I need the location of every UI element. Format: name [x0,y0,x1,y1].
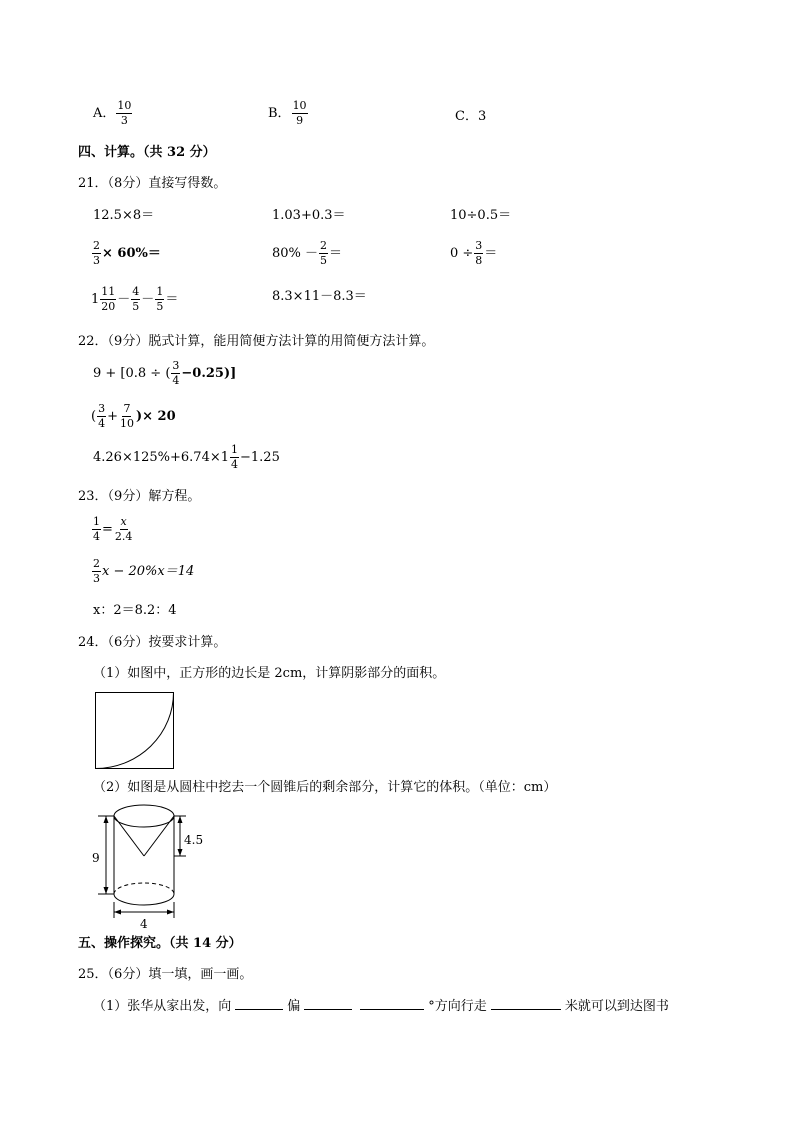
fraction-denominator: 3 [93,572,100,586]
option-b [268,100,309,127]
fraction [230,444,239,471]
fraction [92,558,101,585]
q21-item-8: 8.3×11－8.3＝ [272,289,367,304]
fraction-numerator: 10 [116,100,132,114]
fraction-denominator: 10 [119,417,134,431]
fraction-denominator: 4 [231,458,239,472]
section-5-heading: 五、操作探究。（共 14 分） [78,936,242,951]
height-label: 9 [92,851,100,865]
q23-equation-2 [91,558,194,585]
q21-title: 21．（8分）直接写得数。 [78,176,227,191]
text-segment: 米就可以到达图书 [564,999,669,1014]
section-4-heading: 四、计算。（共 32 分） [78,145,216,160]
fraction-numerator: 3 [474,240,483,254]
cone-depth-label: 4.5 [184,833,204,847]
fraction [119,403,135,430]
fraction-denominator: 4 [93,530,100,544]
expression-tail: x − 20%x＝14 [102,564,195,580]
arrow-left-icon [114,910,121,915]
q25-part-1 [93,1000,669,1013]
fraction-numerator: 2 [319,240,328,254]
expression-tail: )× 20 [135,409,176,425]
fraction [97,403,106,430]
option-a-fraction [116,100,132,127]
fraction-denominator: 5 [132,300,140,314]
fraction [171,360,180,387]
text-segment: 偏 [287,999,301,1014]
fraction [92,516,101,543]
expression-tail: × 60%＝ [102,246,161,262]
fraction [474,240,483,267]
fraction-numerator: 3 [97,403,106,417]
fraction-denominator: 5 [320,254,328,268]
q22-title: 22．（9分）脱式计算，能用简便方法计算的用简便方法计算。 [78,334,435,349]
square-outline [96,693,174,769]
operator: + [107,409,118,425]
fraction-numerator: 7 [122,403,131,417]
arrow-down-icon [104,887,109,894]
expression-head: 80% － [272,246,319,262]
operator: － [141,292,155,308]
q25-title: 25．（6分）填一填，画一画。 [78,967,253,982]
fraction-denominator: 4 [172,374,180,388]
q24-part-1: （1）如图中，正方形的边长是 2cm，计算阴影部分的面积。 [93,666,446,681]
fraction-denominator: 4 [98,417,106,431]
arrow-up-icon [104,816,109,823]
fraction-denominator: 5 [156,300,164,314]
fraction [155,286,164,313]
expression-tail: ＝ [484,246,498,262]
fraction-denominator: 3 [120,114,128,128]
q21-item-7 [91,286,178,313]
operator: = [102,522,113,538]
q23-title: 23．（9分）解方程。 [78,489,201,504]
fraction-numerator: x [120,516,128,530]
cylinder-cone-figure [88,802,218,930]
cylinder-top-ellipse [114,805,174,827]
fraction-denominator: 2.4 [114,530,133,544]
arrow-down-icon [178,849,183,856]
fraction-numerator: 1 [155,286,164,300]
fraction-numerator: 2 [92,558,101,572]
fill-blank-direction-2[interactable] [304,1008,352,1010]
fraction [92,240,101,267]
q23-equation-1 [91,516,134,543]
arrow-right-icon [167,910,174,915]
text-segment: （1）张华从家出发，向 [93,999,232,1014]
square-quarter-circle-figure [95,692,175,770]
text-segment: °方向行走 [428,999,487,1014]
fraction-numerator: 11 [100,286,116,300]
fraction-denominator: 3 [93,254,100,268]
fraction-numerator: 10 [292,100,308,114]
fraction-numerator: 1 [92,516,101,530]
option-b-fraction [292,100,308,127]
whole-number: 1 [91,292,100,308]
fraction-numerator: 2 [92,240,101,254]
fraction-numerator: 4 [131,286,140,300]
fill-blank-distance[interactable] [491,1008,561,1010]
option-c: C．3 [455,109,487,124]
cylinder-bottom-front [114,894,174,905]
q22-expression-1 [93,360,236,387]
paren: ( [91,409,97,425]
q21-item-4 [91,240,161,267]
expression-head: 9 + [0.8 ÷ ( [93,366,171,382]
expression-tail: −0.25)] [181,366,237,382]
q24-part-2: （2）如图是从圆柱中挖去一个圆锥后的剩余部分，计算它的体积。（单位：cm） [93,780,557,795]
fraction-denominator: 8 [475,254,483,268]
cone-right-edge [144,816,174,856]
fraction [114,516,134,543]
fraction-denominator: 9 [296,114,304,128]
q22-expression-2 [91,403,176,430]
fraction [100,286,116,313]
expression-head: 4.26×125%+6.74×1 [93,450,230,466]
diameter-label: 4 [140,917,148,931]
option-a [93,100,133,127]
q21-item-5 [272,240,342,267]
fraction-denominator: 20 [101,300,116,314]
operator: － [117,292,131,308]
option-a-label: A． [93,106,116,122]
expression-tail: ＝ [165,292,179,308]
q21-item-1: 12.5×8＝ [93,208,155,223]
q22-expression-3 [93,444,280,471]
q21-item-6 [450,240,497,267]
q24-title: 24．（6分）按要求计算。 [78,635,227,650]
q21-item-3: 10÷0.5＝ [450,208,512,223]
fill-blank-direction[interactable] [235,1008,283,1010]
expression-tail: ＝ [329,246,343,262]
fraction [319,240,328,267]
fill-blank-angle[interactable] [360,1008,424,1010]
option-b-label: B． [268,106,291,122]
cylinder-bottom-back-dashed [114,883,174,894]
quarter-circle-arc [96,693,174,769]
expression-tail: −1.25 [240,450,280,466]
q23-equation-3: x：2＝8.2：4 [93,603,177,618]
q21-item-2: 1.03+0.3＝ [272,208,346,223]
fraction-numerator: 3 [171,360,180,374]
arrow-up-icon [178,816,183,823]
fraction [131,286,140,313]
expression-head: 0 ÷ [450,246,474,262]
cone-left-edge [114,816,144,856]
fraction-numerator: 1 [230,444,239,458]
